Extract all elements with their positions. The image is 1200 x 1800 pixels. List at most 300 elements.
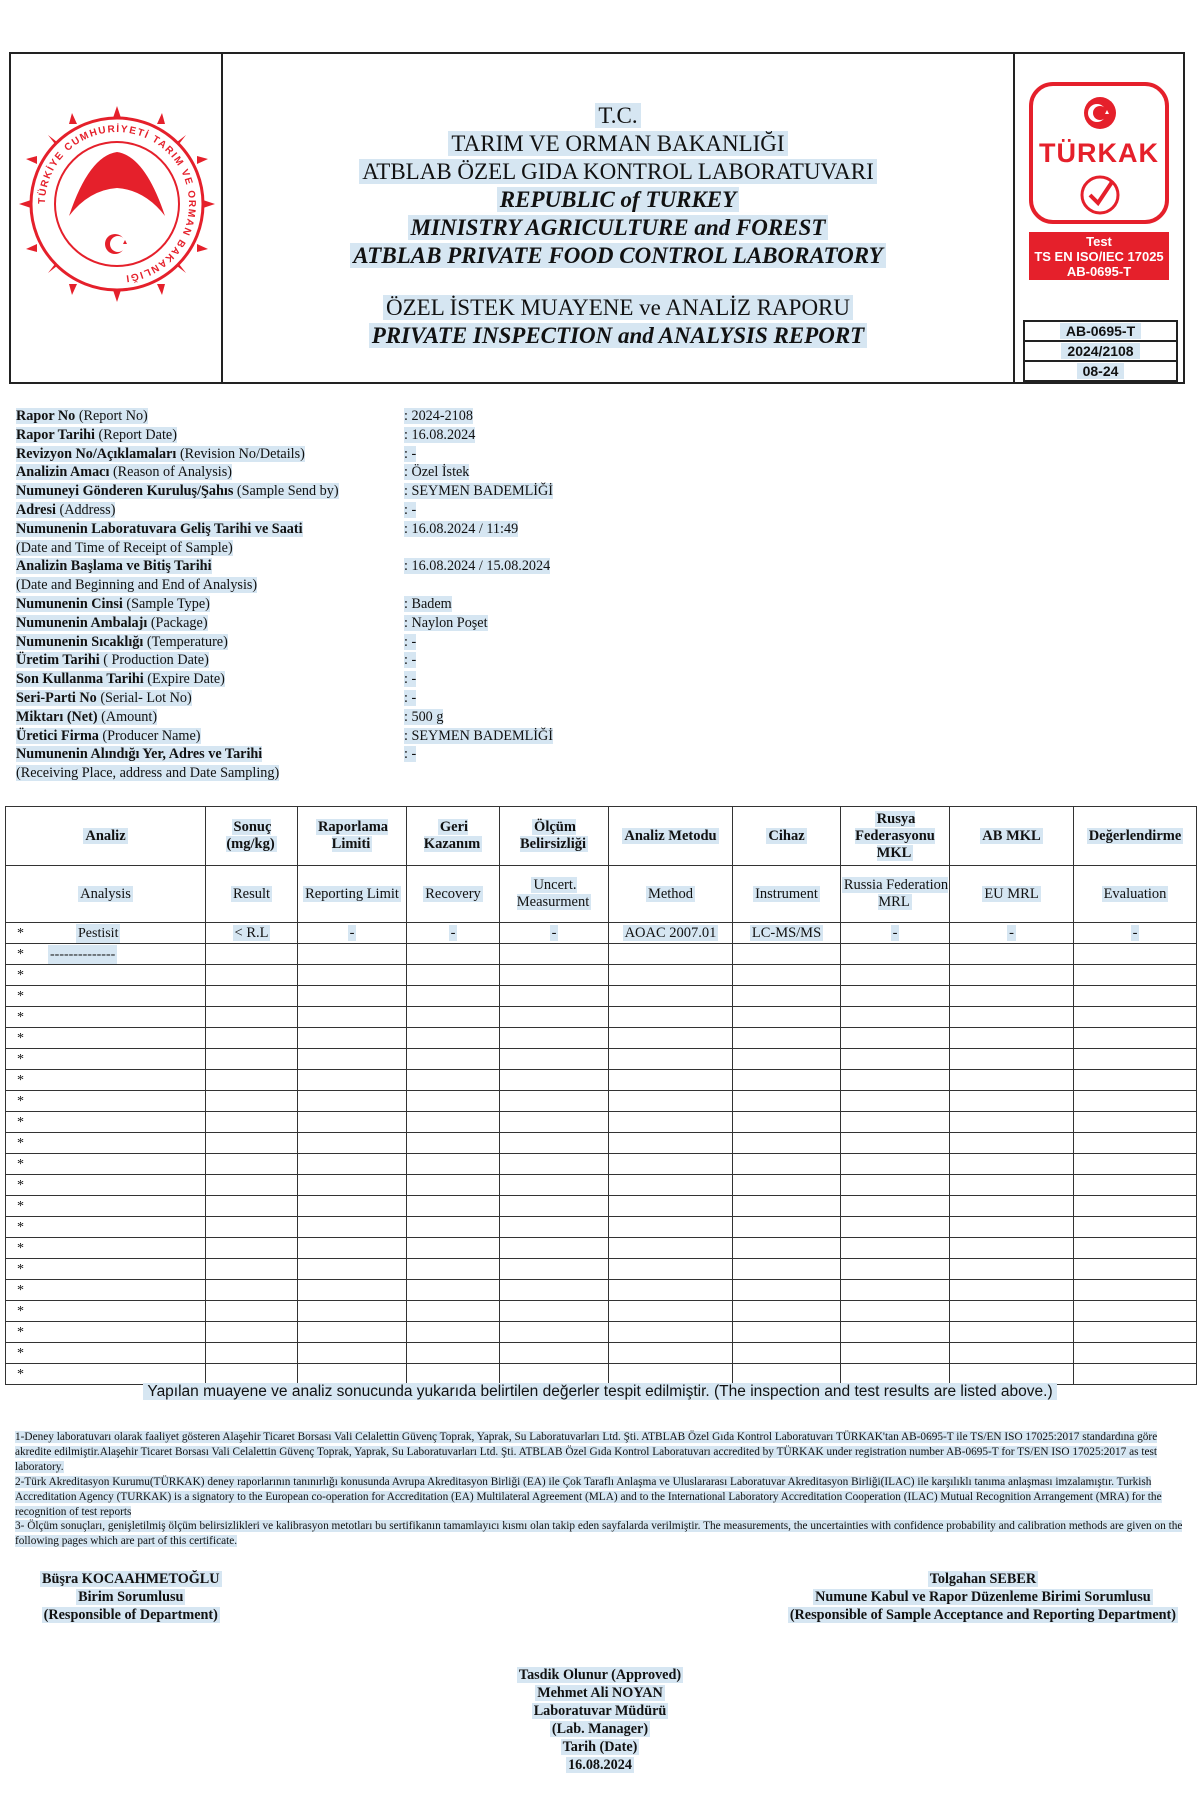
date-label: Tarih (Date) bbox=[562, 1739, 638, 1755]
table-cell bbox=[733, 965, 841, 986]
table-cell bbox=[500, 1049, 609, 1070]
column-header: Değerlendirme bbox=[1074, 807, 1197, 866]
table-cell bbox=[500, 1091, 609, 1112]
detail-row bbox=[16, 651, 656, 670]
table-row bbox=[6, 1322, 1197, 1343]
column-header-en: EU MRL bbox=[950, 866, 1074, 923]
table-row bbox=[6, 1007, 1197, 1028]
title-lab-en: ATBLAB PRIVATE FOOD CONTROL LABORATORY bbox=[223, 242, 1013, 270]
detail-value: : 16.08.2024 bbox=[404, 426, 476, 443]
table-cell bbox=[1074, 1154, 1197, 1175]
svg-text:TÜRKİYE CUMHURİYETİ TARIM VE O bbox=[35, 122, 197, 285]
table-cell bbox=[500, 1364, 609, 1385]
table-cell bbox=[609, 1028, 733, 1049]
table-cell bbox=[6, 1280, 206, 1301]
table-cell bbox=[1074, 1028, 1197, 1049]
table-cell bbox=[1074, 986, 1197, 1007]
detail-label: Numunenin Laboratuvara Geliş Tarihi ve Saati bbox=[16, 520, 303, 537]
table-row bbox=[6, 1280, 1197, 1301]
table-row bbox=[6, 965, 1197, 986]
table-cell bbox=[1074, 1343, 1197, 1364]
table-cell bbox=[500, 1154, 609, 1175]
table-cell bbox=[206, 986, 298, 1007]
table-cell bbox=[206, 1301, 298, 1322]
detail-value: : SEYMEN BADEMLİĞİ bbox=[404, 483, 553, 500]
table-cell bbox=[500, 1028, 609, 1049]
table-cell bbox=[950, 1259, 1074, 1280]
turkak-standard: TS EN ISO/IEC 17025 bbox=[1034, 249, 1164, 264]
table-cell bbox=[298, 1217, 407, 1238]
signature-sample-acceptance bbox=[788, 1570, 1178, 1624]
detail-label: Adresi (Address) bbox=[16, 501, 116, 518]
table-cell bbox=[950, 1007, 1074, 1028]
table-cell bbox=[841, 1196, 950, 1217]
table-cell bbox=[609, 1280, 733, 1301]
detail-value: : Naylon Poşet bbox=[404, 614, 488, 631]
table-cell bbox=[841, 944, 950, 965]
detail-value: : 16.08.2024 / 11:49 bbox=[404, 520, 519, 537]
approved-label: Tasdik Olunur (Approved) bbox=[518, 1667, 682, 1683]
table-cell bbox=[407, 986, 500, 1007]
table-cell bbox=[950, 1028, 1074, 1049]
table-cell bbox=[950, 1217, 1074, 1238]
table-cell bbox=[733, 1301, 841, 1322]
table-cell bbox=[1074, 1196, 1197, 1217]
table-cell bbox=[1074, 1070, 1197, 1091]
table-cell bbox=[609, 1112, 733, 1133]
table-cell bbox=[1074, 1238, 1197, 1259]
signature-department bbox=[40, 1570, 222, 1624]
column-header: Raporlama Limiti bbox=[298, 807, 407, 866]
detail-row bbox=[16, 539, 656, 558]
signer-title: Numune Kabul ve Rapor Düzenleme Birimi Sorumlusu bbox=[815, 1589, 1151, 1605]
table-cell bbox=[609, 1070, 733, 1091]
table-cell bbox=[500, 1196, 609, 1217]
detail-value: : Özel İstek bbox=[404, 464, 470, 481]
table-cell bbox=[841, 1049, 950, 1070]
table-row bbox=[6, 1301, 1197, 1322]
table-cell bbox=[609, 1196, 733, 1217]
table-cell bbox=[841, 1280, 950, 1301]
column-header-en: Method bbox=[609, 866, 733, 923]
table-row bbox=[6, 1091, 1197, 1112]
title-ministry-en: MINISTRY AGRICULTURE and FOREST bbox=[223, 214, 1013, 242]
table-cell bbox=[733, 1217, 841, 1238]
row-marker: * bbox=[17, 1135, 24, 1151]
table-cell bbox=[407, 1091, 500, 1112]
table-cell bbox=[950, 1238, 1074, 1259]
table-cell bbox=[6, 1217, 206, 1238]
table-row bbox=[6, 1217, 1197, 1238]
detail-value: : 2024-2108 bbox=[404, 408, 473, 424]
detail-label: Numunenin Ambalajı (Package) bbox=[16, 614, 208, 631]
table-cell bbox=[407, 1049, 500, 1070]
row-marker: * bbox=[17, 988, 24, 1004]
title-lab-tr: ATBLAB ÖZEL GIDA KONTROL LABORATUVARI bbox=[223, 158, 1013, 186]
table-cell bbox=[733, 1322, 841, 1343]
row-marker: * bbox=[17, 1009, 24, 1025]
table-cell bbox=[950, 1364, 1074, 1385]
detail-row bbox=[16, 482, 656, 501]
column-header: Analiz Metodu bbox=[609, 807, 733, 866]
table-cell bbox=[407, 1175, 500, 1196]
row-marker: * bbox=[17, 1051, 24, 1067]
column-header-en: Result bbox=[206, 866, 298, 923]
table-cell bbox=[950, 1196, 1074, 1217]
analysis-results-table bbox=[5, 806, 1197, 1385]
table-cell bbox=[206, 1007, 298, 1028]
detail-value: : SEYMEN BADEMLİĞİ bbox=[404, 727, 553, 744]
table-cell bbox=[6, 1070, 206, 1091]
table-cell bbox=[500, 965, 609, 986]
table-cell bbox=[841, 1028, 950, 1049]
table-cell bbox=[298, 1028, 407, 1049]
note-1: 1-Deney laboratuvarı olarak faaliyet gösteren Alaşehir Ticaret Borsası Vali Celalettin Güvenç Toprak, Yaprak, Su Laboratuvarları Ltd. Şti. ATBLAB Özel Gıda Kontrol Laboratuvarı TÜRKAK'tan AB-0695-T ile TS/EN ISO 17025:2017 standardına göre akredite edilmiştir.Alaşehir Ticaret Borsası Vali Celalettin Güvenç Toprak, Yaprak, Su Laboratuvarları Ltd. Şti. ATBLAB Özel Gıda Kontrol Laboratuvarı accredited by TÜRKAK under registration number AB-0695-T for TS/EN ISO 17025:2017 as test laboratory. bbox=[15, 1431, 1158, 1473]
table-cell bbox=[298, 1154, 407, 1175]
table-cell bbox=[609, 1007, 733, 1028]
table-cell bbox=[206, 1070, 298, 1091]
row-marker: * bbox=[17, 946, 24, 962]
table-row bbox=[6, 923, 1197, 944]
detail-label: Üretim Tarihi ( Production Date) bbox=[16, 652, 209, 669]
accreditation-code-box: AB-0695-T bbox=[1023, 320, 1178, 342]
table-cell bbox=[609, 1175, 733, 1196]
detail-row bbox=[16, 445, 656, 464]
table-cell bbox=[298, 1364, 407, 1385]
table-cell bbox=[841, 986, 950, 1007]
table-cell: * Pestisit bbox=[6, 923, 206, 944]
table-cell bbox=[841, 1112, 950, 1133]
table-cell bbox=[206, 1364, 298, 1385]
table-cell bbox=[733, 1028, 841, 1049]
table-cell bbox=[609, 1238, 733, 1259]
table-cell: - bbox=[298, 923, 407, 944]
signer-name: Mehmet Ali NOYAN bbox=[537, 1685, 663, 1701]
report-number-box: 2024/2108 bbox=[1023, 340, 1178, 362]
header-title-block bbox=[223, 54, 1015, 382]
table-cell bbox=[841, 1133, 950, 1154]
detail-label: Numuneyi Gönderen Kuruluş/Şahıs (Sample Send by) bbox=[16, 483, 339, 500]
table-row bbox=[6, 1364, 1197, 1385]
table-cell bbox=[6, 1112, 206, 1133]
detail-row bbox=[16, 520, 656, 539]
table-cell bbox=[407, 1112, 500, 1133]
table-cell bbox=[950, 1301, 1074, 1322]
turkak-test-label bbox=[1029, 232, 1169, 280]
table-cell bbox=[1074, 1364, 1197, 1385]
table-row bbox=[6, 1175, 1197, 1196]
table-cell bbox=[500, 1259, 609, 1280]
signature-lab-manager bbox=[0, 1666, 1200, 1774]
table-cell bbox=[841, 1238, 950, 1259]
table-cell bbox=[733, 1343, 841, 1364]
signer-title-en: (Responsible of Department) bbox=[43, 1607, 218, 1623]
table-cell bbox=[6, 1343, 206, 1364]
sample-details bbox=[16, 407, 656, 783]
table-cell bbox=[6, 1322, 206, 1343]
detail-label: Üretici Firma (Producer Name) bbox=[16, 727, 201, 744]
turkak-wordmark: TÜRKAK bbox=[1039, 138, 1159, 168]
table-cell bbox=[841, 1154, 950, 1175]
table-cell: - bbox=[1074, 923, 1197, 944]
table-cell bbox=[733, 1280, 841, 1301]
row-marker: * bbox=[17, 925, 24, 941]
detail-label: (Date and Beginning and End of Analysis) bbox=[16, 577, 258, 594]
table-cell bbox=[609, 1322, 733, 1343]
detail-row bbox=[16, 745, 656, 764]
column-header-en: Reporting Limit bbox=[298, 866, 407, 923]
accreditation-cell bbox=[1015, 54, 1183, 382]
table-cell bbox=[609, 1154, 733, 1175]
table-cell bbox=[733, 1091, 841, 1112]
table-cell: AOAC 2007.01 bbox=[609, 923, 733, 944]
title-ministry-tr: TARIM VE ORMAN BAKANLIĞI bbox=[223, 130, 1013, 158]
table-header-tr bbox=[6, 807, 1197, 866]
table-cell: < R.L bbox=[206, 923, 298, 944]
table-cell bbox=[1074, 1322, 1197, 1343]
table-cell bbox=[6, 1175, 206, 1196]
table-cell bbox=[206, 944, 298, 965]
row-marker: * bbox=[17, 1030, 24, 1046]
table-row bbox=[6, 1112, 1197, 1133]
table-cell bbox=[1074, 944, 1197, 965]
table-cell bbox=[950, 1280, 1074, 1301]
table-cell bbox=[609, 1217, 733, 1238]
table-cell bbox=[1074, 1091, 1197, 1112]
detail-row bbox=[16, 595, 656, 614]
table-row bbox=[6, 1049, 1197, 1070]
table-cell bbox=[733, 1259, 841, 1280]
table-cell bbox=[733, 1196, 841, 1217]
note-2: 2-Türk Akreditasyon Kurumu(TÜRKAK) deney raporlarının tanınırlığı konusunda Avrupa Akreditasyon Birliği (EA) ile Çok Taraflı Anlaşma ve Uluslararası Laboratuvar Akreditasyon Birliği(ILAC) ile karşılıklı tanıma anlaşması imzalamıştır. Turkish Accreditation Agency (TURKAK) is a signatory to the European co-operation for Accreditation (EA) Multilateral Agreement (MLA) and to the International Laboratory Accreditation Cooperation (ILAC) Mutual Recognition Arrangement (MRA) for the recognition of test reports bbox=[15, 1475, 1162, 1518]
detail-row bbox=[16, 426, 656, 445]
detail-row bbox=[16, 708, 656, 727]
detail-value: : - bbox=[404, 746, 417, 763]
seal-text: TÜRKİYE CUMHURİYETİ TARIM VE ORMAN BAKANLIĞI bbox=[36, 123, 198, 284]
table-cell bbox=[500, 1322, 609, 1343]
row-marker: * bbox=[17, 1303, 24, 1319]
table-cell bbox=[609, 986, 733, 1007]
table-cell bbox=[407, 965, 500, 986]
detail-row bbox=[16, 614, 656, 633]
row-marker: * bbox=[17, 1093, 24, 1109]
table-cell bbox=[298, 1070, 407, 1091]
row-marker: * bbox=[17, 1282, 24, 1298]
table-cell bbox=[733, 1364, 841, 1385]
table-cell bbox=[950, 1175, 1074, 1196]
table-cell bbox=[6, 1007, 206, 1028]
table-cell bbox=[500, 1133, 609, 1154]
table-cell: * -------------- bbox=[6, 944, 206, 965]
detail-value: : - bbox=[404, 445, 417, 462]
detail-row bbox=[16, 764, 656, 783]
table-cell bbox=[609, 1343, 733, 1364]
row-marker: * bbox=[17, 1366, 24, 1382]
table-cell bbox=[298, 1301, 407, 1322]
table-cell bbox=[841, 1301, 950, 1322]
table-cell bbox=[206, 1112, 298, 1133]
table-cell bbox=[6, 1154, 206, 1175]
table-cell bbox=[407, 1133, 500, 1154]
table-cell bbox=[500, 1070, 609, 1091]
table-cell bbox=[206, 1175, 298, 1196]
accreditation-notes bbox=[15, 1430, 1187, 1549]
table-cell bbox=[950, 986, 1074, 1007]
table-cell bbox=[407, 1196, 500, 1217]
table-cell bbox=[206, 1049, 298, 1070]
row-marker: * bbox=[17, 1072, 24, 1088]
table-row bbox=[6, 1238, 1197, 1259]
table-cell: - bbox=[841, 923, 950, 944]
column-header: AB MKL bbox=[950, 807, 1074, 866]
table-header-en bbox=[6, 866, 1197, 923]
table-cell bbox=[1074, 965, 1197, 986]
table-row bbox=[6, 1154, 1197, 1175]
table-row bbox=[6, 986, 1197, 1007]
table-cell bbox=[1074, 1049, 1197, 1070]
table-cell bbox=[500, 1175, 609, 1196]
table-cell bbox=[407, 944, 500, 965]
table-cell bbox=[609, 1133, 733, 1154]
detail-label: Miktarı (Net) (Amount) bbox=[16, 708, 158, 725]
ministry-seal-icon bbox=[17, 104, 217, 304]
table-cell bbox=[298, 1007, 407, 1028]
table-cell bbox=[407, 1301, 500, 1322]
row-marker: * bbox=[17, 967, 24, 983]
table-cell bbox=[298, 1196, 407, 1217]
column-header-en: Russia Federation MRL bbox=[841, 866, 950, 923]
detail-label: Numunenin Alındığı Yer, Adres ve Tarihi bbox=[16, 746, 263, 763]
table-cell bbox=[841, 965, 950, 986]
table-cell bbox=[298, 1343, 407, 1364]
column-header-en: Instrument bbox=[733, 866, 841, 923]
detail-value: : 500 g bbox=[404, 708, 444, 725]
table-cell bbox=[950, 1343, 1074, 1364]
table-cell bbox=[733, 1133, 841, 1154]
table-cell bbox=[950, 944, 1074, 965]
detail-value: : - bbox=[404, 671, 417, 688]
row-marker: * bbox=[17, 1324, 24, 1340]
table-cell bbox=[206, 1028, 298, 1049]
table-cell: - bbox=[500, 923, 609, 944]
table-cell bbox=[1074, 1112, 1197, 1133]
table-cell bbox=[841, 1343, 950, 1364]
signer-title-en: (Responsible of Sample Acceptance and Reporting Department) bbox=[789, 1607, 1176, 1623]
report-title-tr: ÖZEL İSTEK MUAYENE ve ANALİZ RAPORU bbox=[223, 294, 1013, 322]
detail-label: (Receiving Place, address and Date Sampling) bbox=[16, 765, 280, 782]
title-republic-en: REPUBLIC of TURKEY bbox=[223, 186, 1013, 214]
turkak-crescent-icon bbox=[1083, 96, 1117, 130]
ministry-logo-cell bbox=[11, 54, 223, 382]
table-cell bbox=[407, 1028, 500, 1049]
table-cell bbox=[841, 1070, 950, 1091]
table-cell bbox=[500, 986, 609, 1007]
table-cell bbox=[609, 1091, 733, 1112]
table-cell bbox=[500, 1280, 609, 1301]
table-cell bbox=[500, 1238, 609, 1259]
table-cell bbox=[950, 1133, 1074, 1154]
detail-row bbox=[16, 727, 656, 746]
table-cell bbox=[407, 1280, 500, 1301]
detail-row bbox=[16, 407, 656, 426]
detail-label: Son Kullanma Tarihi (Expire Date) bbox=[16, 671, 225, 688]
table-cell bbox=[950, 1322, 1074, 1343]
table-row bbox=[6, 1343, 1197, 1364]
table-cell bbox=[609, 1259, 733, 1280]
report-title-en: PRIVATE INSPECTION and ANALYSIS REPORT bbox=[223, 322, 1013, 350]
table-row bbox=[6, 944, 1197, 965]
table-cell bbox=[6, 1133, 206, 1154]
detail-label: Rapor Tarihi (Report Date) bbox=[16, 426, 177, 443]
table-cell bbox=[841, 1007, 950, 1028]
column-header: Rusya Federasyonu MKL bbox=[841, 807, 950, 866]
table-cell bbox=[298, 1175, 407, 1196]
table-cell bbox=[733, 986, 841, 1007]
table-cell bbox=[609, 1301, 733, 1322]
detail-label: Seri-Parti No (Serial- Lot No) bbox=[16, 689, 192, 706]
detail-label: Numunenin Cinsi (Sample Type) bbox=[16, 595, 210, 612]
row-marker: * bbox=[17, 1114, 24, 1130]
turkak-code: AB-0695-T bbox=[1066, 264, 1132, 279]
table-cell bbox=[500, 944, 609, 965]
table-cell bbox=[1074, 1007, 1197, 1028]
table-cell bbox=[609, 965, 733, 986]
table-cell bbox=[950, 1070, 1074, 1091]
table-cell bbox=[1074, 1280, 1197, 1301]
table-cell bbox=[841, 1322, 950, 1343]
signer-title: Laboratuvar Müdürü bbox=[533, 1703, 667, 1719]
column-header: Cihaz bbox=[733, 807, 841, 866]
table-cell bbox=[407, 1322, 500, 1343]
column-header: Ölçüm Belirsizliği bbox=[500, 807, 609, 866]
table-cell bbox=[298, 944, 407, 965]
table-cell: - bbox=[407, 923, 500, 944]
detail-row bbox=[16, 501, 656, 520]
table-cell bbox=[298, 986, 407, 1007]
table-row bbox=[6, 1070, 1197, 1091]
table-cell bbox=[407, 1238, 500, 1259]
summary-statement: Yapılan muayene ve analiz sonucunda yukarıda belirtilen değerler tespit edilmiştir. (The inspection and test results are listed above.) bbox=[0, 1383, 1200, 1401]
approval-date: 16.08.2024 bbox=[568, 1757, 632, 1773]
table-cell bbox=[407, 1154, 500, 1175]
title-tc: T.C. bbox=[223, 102, 1013, 130]
table-cell bbox=[733, 1070, 841, 1091]
row-marker: * bbox=[17, 1156, 24, 1172]
table-cell bbox=[206, 1154, 298, 1175]
detail-label: Revizyon No/Açıklamaları (Revision No/Details) bbox=[16, 445, 305, 462]
column-header: Sonuç (mg/kg) bbox=[206, 807, 298, 866]
column-header-en: Recovery bbox=[407, 866, 500, 923]
signer-name: Büşra KOCAAHMETOĞLU bbox=[42, 1571, 220, 1587]
row-marker: * bbox=[17, 1345, 24, 1361]
detail-label: Analizin Amacı (Reason of Analysis) bbox=[16, 464, 232, 481]
table-row bbox=[6, 1133, 1197, 1154]
table-cell bbox=[733, 1112, 841, 1133]
table-cell bbox=[500, 1343, 609, 1364]
table-cell bbox=[6, 1049, 206, 1070]
detail-row bbox=[16, 633, 656, 652]
table-cell bbox=[206, 1133, 298, 1154]
table-cell bbox=[6, 986, 206, 1007]
table-cell bbox=[841, 1091, 950, 1112]
table-cell bbox=[500, 1217, 609, 1238]
column-header-en: Analysis bbox=[6, 866, 206, 923]
table-cell bbox=[298, 1280, 407, 1301]
row-marker: * bbox=[17, 1177, 24, 1193]
table-cell bbox=[500, 1301, 609, 1322]
table-cell bbox=[841, 1259, 950, 1280]
table-cell bbox=[841, 1175, 950, 1196]
